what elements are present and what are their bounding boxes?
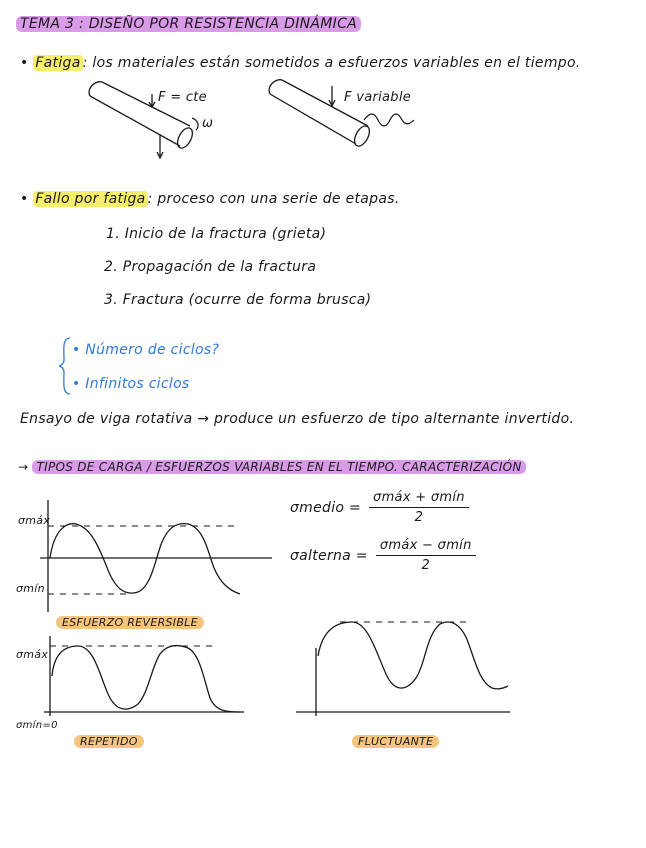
fallo-step-2: 2. Propagación de la fractura: [104, 259, 317, 275]
bullet: •: [20, 55, 29, 71]
fallo-step-1: 1. Inicio de la fractura (grieta): [106, 226, 327, 242]
formula-alterna-fraction: [376, 538, 476, 573]
ensayo-text: Ensayo de viga rotativa → produce un esfuerzo de tipo alternante invertido.: [20, 411, 575, 427]
formula-medio-denominator: 2: [414, 510, 424, 525]
force-variable-label: F variable: [344, 90, 412, 105]
reversible-min-label: σmín: [16, 582, 45, 595]
fluctuating-label-highlight: FLUCTUANTE: [352, 735, 439, 748]
repeated-min-label: σmín=0: [16, 720, 58, 731]
fatiga-text: : los materiales están sometidos a esfuerzos variables en el tiempo.: [82, 55, 581, 71]
reversible-stress-graph: [40, 500, 280, 615]
formula-medio: [290, 490, 469, 525]
repeated-max-label: σmáx: [16, 648, 49, 661]
fluctuating-stress-graph: [296, 612, 516, 718]
formula-alterna-lhs: σalterna =: [290, 547, 368, 564]
bullet: •: [20, 191, 29, 207]
reversible-max-label: σmáx: [18, 514, 51, 527]
formula-medio-numerator: σmáx + σmín: [369, 490, 469, 508]
formula-medio-fraction: [369, 490, 469, 525]
fallo-text: : proceso con una serie de etapas.: [147, 191, 400, 207]
reversible-label-highlight: ESFUERZO REVERSIBLE: [56, 616, 204, 629]
formula-alterna: [290, 538, 476, 573]
ciclos-infinite: • Infinitos ciclos: [72, 376, 190, 392]
fluctuating-label: [352, 735, 439, 748]
repeated-stress-graph: [44, 636, 254, 720]
fallo-definition: [20, 191, 400, 207]
repeated-label: [74, 735, 144, 748]
tipos-heading-text: TIPOS DE CARGA / ESFUERZOS VARIABLES EN EL TIEMPO. CARACTERIZACIÓN: [32, 460, 525, 474]
tipos-heading: [18, 460, 526, 474]
arrow-icon: →: [18, 460, 29, 474]
repeated-label-highlight: REPETIDO: [74, 735, 144, 748]
omega-label: ω: [202, 116, 214, 131]
ciclos-question: • Número de ciclos?: [72, 342, 220, 358]
formula-medio-lhs: σmedio =: [290, 499, 362, 516]
formula-alterna-numerator: σmáx − σmín: [376, 538, 476, 556]
fatiga-definition: [20, 55, 581, 71]
fallo-term: Fallo por fatiga: [35, 191, 146, 207]
force-constant-label: F = cte: [158, 90, 207, 105]
formula-alterna-denominator: 2: [421, 558, 431, 573]
fatiga-term: Fatiga: [35, 55, 81, 71]
reversible-label: [56, 616, 204, 629]
page-title: [16, 16, 361, 32]
title-highlight: TEMA 3 : DISEÑO POR RESISTENCIA DINÁMICA: [16, 16, 361, 32]
fallo-step-3: 3. Fractura (ocurre de forma brusca): [104, 292, 372, 308]
curly-brace: [58, 336, 72, 396]
